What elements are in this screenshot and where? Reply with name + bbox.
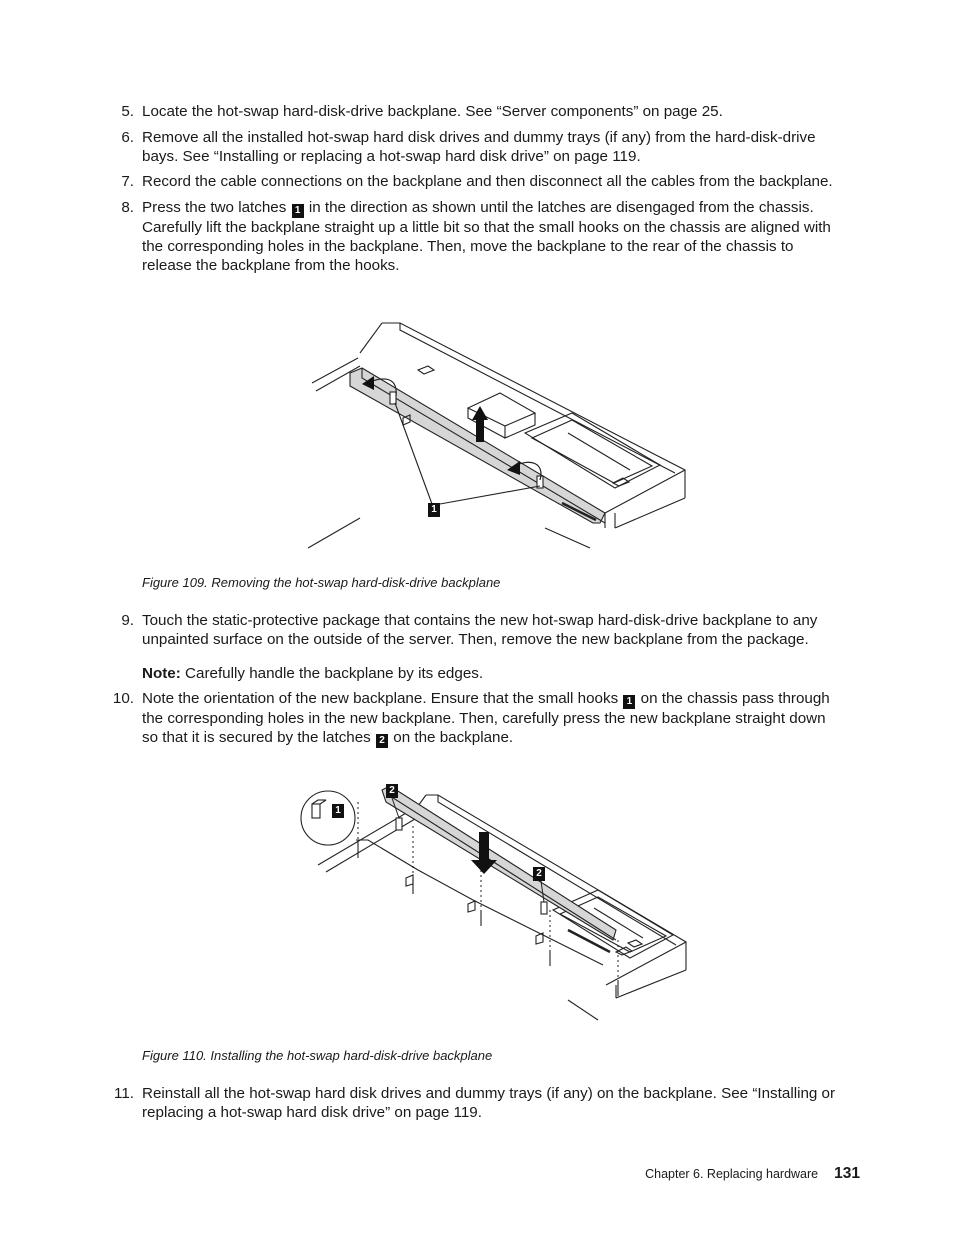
note xyxy=(142,664,860,683)
step-text: on the chassis pass through xyxy=(640,690,830,707)
step-text: replacing a hot-swap hard disk drive” on page 119. xyxy=(142,1104,482,1121)
step-text: in the direction as shown until the latches are disengaged from the chassis. xyxy=(308,199,814,216)
step-text: so that it is secured by the latches xyxy=(142,729,371,746)
step-text: on the backplane. xyxy=(393,729,514,746)
step-number: 10. xyxy=(112,690,134,707)
step-text: the corresponding holes in the new backplane. Then, carefully press the new backplane straight down xyxy=(142,710,826,727)
chapter-title: Chapter 6. Replacing hardware xyxy=(645,1167,819,1181)
figure-109-illustration xyxy=(300,318,690,553)
figure-callout-2: 2 xyxy=(533,867,545,881)
step-text: unpainted surface on the outside of the server. Then, remove the new backplane from the package. xyxy=(142,631,809,648)
step-number: 9. xyxy=(121,612,134,629)
figure-109-caption: Figure 109. Removing the hot-swap hard-disk-drive backplane xyxy=(142,575,501,590)
step-number: 11. xyxy=(114,1085,134,1102)
step-text: Note the orientation of the new backplane. Ensure that the small hooks xyxy=(142,690,619,707)
step-text: Reinstall all the hot-swap hard disk drives and dummy trays (if any) on the backplane. See “Installing or xyxy=(142,1085,836,1102)
note-text: Carefully handle the backplane by its edges. xyxy=(185,665,484,682)
step-number: 5. xyxy=(121,103,134,120)
step-text: Press the two latches xyxy=(142,199,287,216)
callout-2: 2 xyxy=(376,734,388,748)
step-text: Locate the hot-swap hard-disk-drive backplane. See “Server components” on page 25. xyxy=(142,103,723,120)
step-number: 7. xyxy=(121,173,134,190)
chassis-illustration xyxy=(300,318,690,553)
page-footer xyxy=(645,1164,860,1184)
note-label: Note: xyxy=(142,665,181,682)
chassis-illustration xyxy=(298,780,690,1025)
step-text: Touch the static-protective package that contains the new hot-swap hard-disk-drive backplane to any xyxy=(142,612,818,629)
callout-1: 1 xyxy=(623,695,635,709)
step-text: Carefully lift the backplane straight up a little bit so that the small hooks on the chassis are aligned with xyxy=(142,219,831,236)
page-number: 131 xyxy=(834,1165,860,1182)
step-text: release the backplane from the hooks. xyxy=(142,257,400,274)
figure-callout-1: 1 xyxy=(332,804,344,818)
figure-callout-1: 1 xyxy=(428,503,440,517)
step-number: 6. xyxy=(121,129,134,146)
step-number: 8. xyxy=(121,199,134,216)
figure-110-illustration xyxy=(298,780,690,1025)
step-text: Record the cable connections on the backplane and then disconnect all the cables from the backplane. xyxy=(142,173,833,190)
step-text: bays. See “Installing or replacing a hot-swap hard disk drive” on page 119. xyxy=(142,148,641,165)
step-text: Remove all the installed hot-swap hard disk drives and dummy trays (if any) from the hard-disk-drive xyxy=(142,129,816,146)
callout-1: 1 xyxy=(292,204,304,218)
figure-110-caption: Figure 110. Installing the hot-swap hard-disk-drive backplane xyxy=(142,1048,493,1063)
step-text: the corresponding holes in the backplane. Then, move the backplane to the rear of the chassis to xyxy=(142,238,794,255)
figure-callout-2: 2 xyxy=(386,784,398,798)
